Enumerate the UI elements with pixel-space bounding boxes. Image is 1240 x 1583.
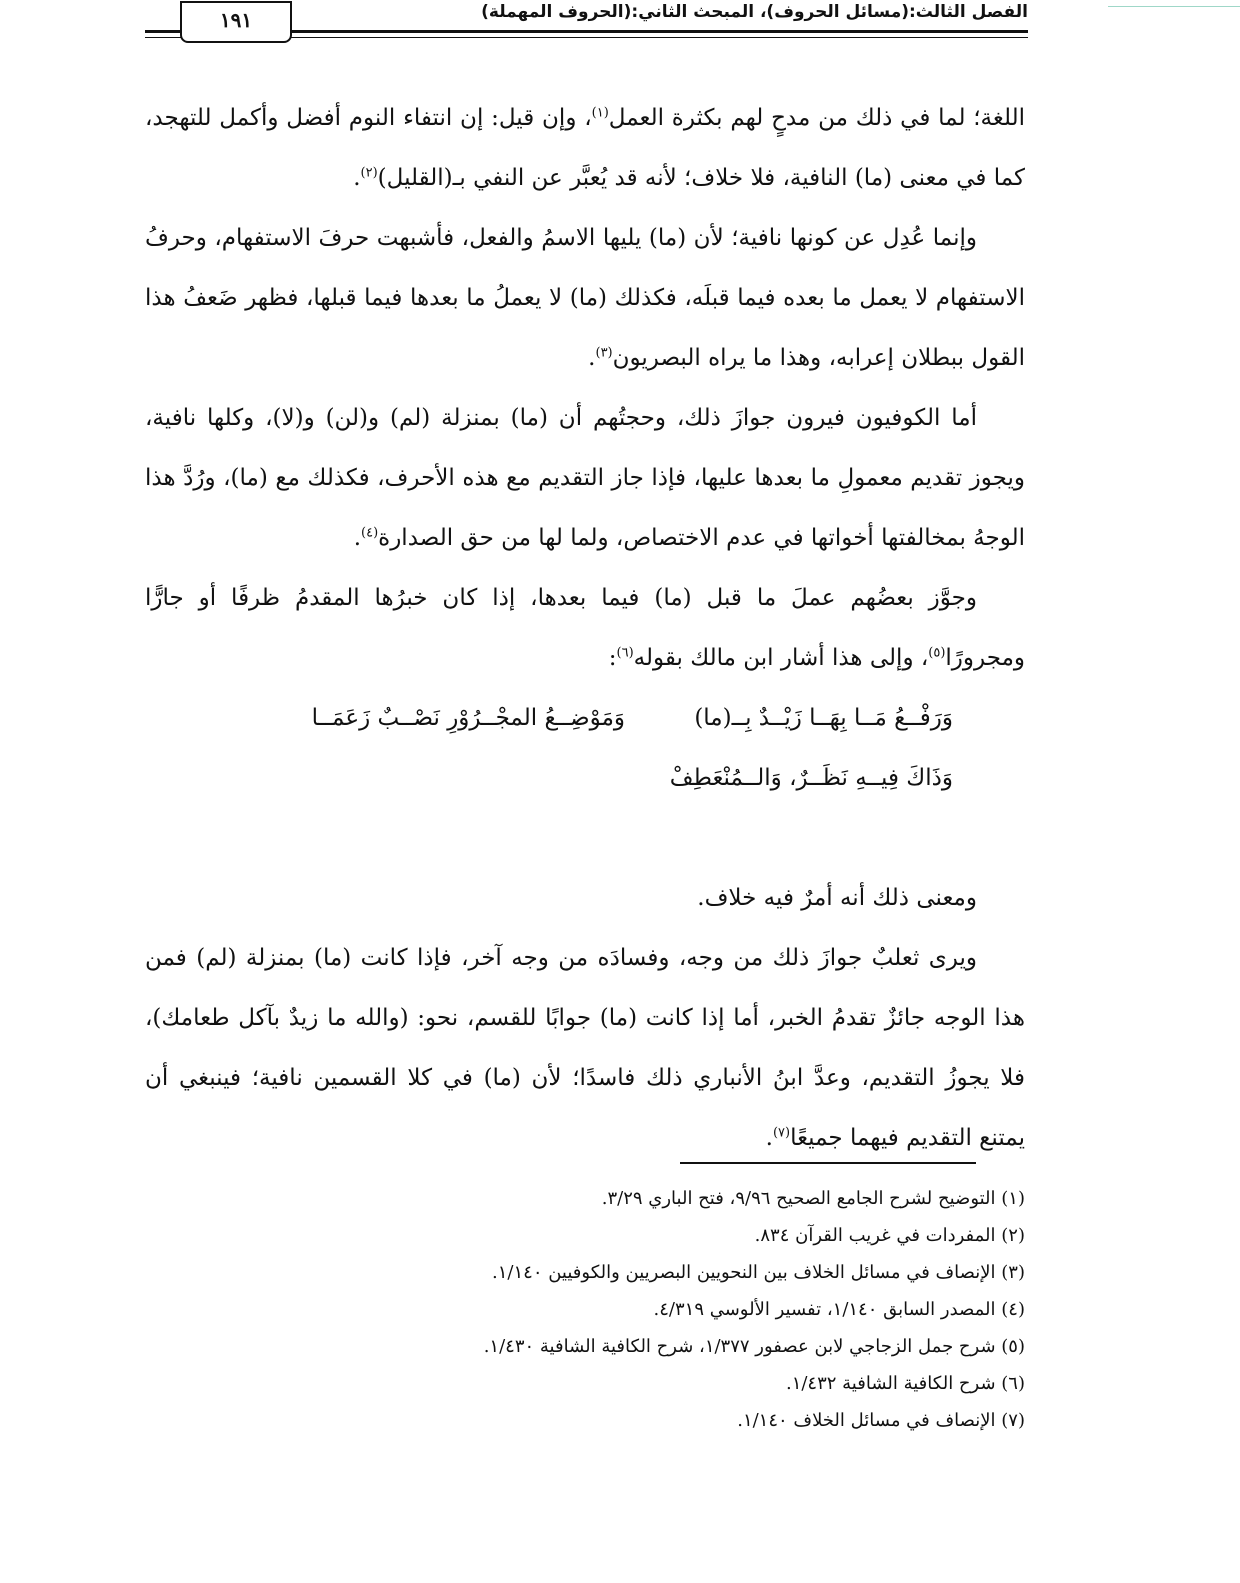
paragraph-6-text-a: ويرى ثعلبٌ جوازَ ذلك من وجه، وفسادَه من وجه آخر، فإذا كانت (ما) بمنزلة (لم) فمن هذا الوجه جائزٌ تقدمُ الخبر، أما إذا كانت (ما) جوابًا للقسم، نحو: (والله ما زيدٌ بآكل طعامك)، فلا يجوزُ التقديم، وعدَّ ابنُ الأنباري ذلك فاسدًا؛ لأن (ما) في كلا القسمين نافية؛ فينبغي أن يمتنع التقديم فيهما جميعًا <box>145 945 1025 1151</box>
paragraph-6 <box>145 928 1025 1168</box>
verse-1-second-hemistich: وَمَوْضِــعُ المجْــرُوْرِ نَصْــبٌ زَعَمَــا <box>311 705 625 731</box>
footnote-separator <box>680 1162 976 1164</box>
footnote-ref-6: (٦) <box>616 645 634 661</box>
running-header-title <box>481 1 1028 23</box>
paragraph-6-text-b: . <box>765 1125 773 1151</box>
footnote-ref-2: (٢) <box>360 165 378 181</box>
paragraph-1-text-a: اللغة؛ لما في ذلك من مدحٍ لهم بكثرة العمل <box>608 105 1025 131</box>
paragraph-1 <box>145 88 1025 208</box>
footnote-1: (١) التوضيح لشرح الجامع الصحيح ٩/٩٦، فتح الباري ٣/٢٩. <box>601 1188 1025 1209</box>
footnote-ref-3: (٣) <box>595 345 613 361</box>
page-header <box>0 0 1240 48</box>
paragraph-2 <box>145 208 1025 388</box>
verse-2-first-hemistich: وَذَاكَ فِيــهِ نَظَــرٌ، وَالــمُنْعَطِفْ <box>669 765 953 791</box>
main-text <box>145 88 1025 1168</box>
verse-spacer <box>145 808 1025 868</box>
paragraph-4-text-b: ، وإلى هذا أشار ابن مالك بقوله <box>633 645 929 671</box>
footnote-ref-5: (٥) <box>928 645 946 661</box>
paragraph-4 <box>145 568 1025 688</box>
verse-line-1 <box>145 688 1025 748</box>
section-prefix: ، المبحث الثاني: <box>631 2 767 22</box>
verse-block <box>145 688 1025 808</box>
paragraph-2-text-b: . <box>588 345 596 371</box>
paragraph-4-text-a: وجوَّز بعضُهم عملَ ما قبل (ما) فيما بعدها، إذا كان خبرُها المقدمُ ظرفًا أو جارًّا ومجرورًا <box>145 585 1025 671</box>
paragraph-3 <box>145 388 1025 568</box>
verse-1-first-hemistich: وَرَفْــعُ مَــا بِهَــا زَيْــدٌ بِــ(ما) <box>694 705 953 731</box>
footnote-6: (٦) شرح الكافية الشافية ١/٤٣٢. <box>785 1373 1025 1394</box>
paragraph-3-text-a: أما الكوفيون فيرون جوازَ ذلك، وحجتُهم أن (ما) بمنزلة (لم) و(لن) و(لا)، وكلها نافية، ويجوز تقديم معمولِ ما بعدها عليها، فإذا جاز التقديم مع هذه الأحرف، فكذلك مع (ما)، ورُدَّ هذا الوجهُ بمخالفتها أخواتها في عدم الاختصاص، ولما لها من حق الصدارة <box>145 405 1025 551</box>
footnote-3: (٣) الإنصاف في مسائل الخلاف بين النحويين البصريين والكوفيين ١/١٤٠. <box>492 1262 1025 1283</box>
paragraph-1-text-c: . <box>353 165 361 191</box>
verse-line-2 <box>145 748 1025 808</box>
paragraph-1-text-b: ، وإن قيل: إن انتفاء النوم أفضل وأكمل للتهجد، كما في معنى (ما) النافية، فلا خلاف؛ لأنه قد يُعبَّر عن النفي بـ(القليل) <box>145 105 1025 191</box>
section-name: (الحروف المهملة) <box>481 2 632 22</box>
page-number: ١٩١ <box>180 1 292 43</box>
footnote-7: (٧) الإنصاف في مسائل الخلاف ١/١٤٠. <box>737 1410 1025 1431</box>
chapter-prefix: الفصل الثالث: <box>909 2 1028 22</box>
chapter-name: (مسائل الحروف) <box>766 2 909 22</box>
footnote-ref-1: (١) <box>591 105 609 121</box>
footnote-ref-4: (٤) <box>361 525 379 541</box>
footnote-4: (٤) المصدر السابق ١/١٤٠، تفسير الألوسي ٤/٣١٩. <box>653 1299 1025 1320</box>
footnote-5: (٥) شرح جمل الزجاجي لابن عصفور ١/٣٧٧، شرح الكافية الشافية ١/٤٣٠. <box>483 1336 1025 1357</box>
paragraph-5: ومعنى ذلك أنه أمرٌ فيه خلاف. <box>697 885 977 911</box>
footnote-ref-7: (٧) <box>772 1125 791 1141</box>
paragraph-2-text-a: وإنما عُدِل عن كونها نافية؛ لأن (ما) يليها الاسمُ والفعل، فأشبهت حرفَ الاستفهام، وحرفُ الاستفهام لا يعمل ما بعده فيما قبلَه، فكذلك (ما) لا يعملُ ما بعدها فيما قبلها، فظهر ضَعفُ هذا القول ببطلان إعرابه، وهذا ما يراه البصريون <box>145 225 1025 371</box>
paragraph-4-text-c: : <box>608 645 617 671</box>
footnotes <box>225 1180 1025 1439</box>
paragraph-3-text-b: . <box>353 525 361 551</box>
footnote-2: (٢) المفردات في غريب القرآن ٨٣٤. <box>754 1225 1025 1246</box>
